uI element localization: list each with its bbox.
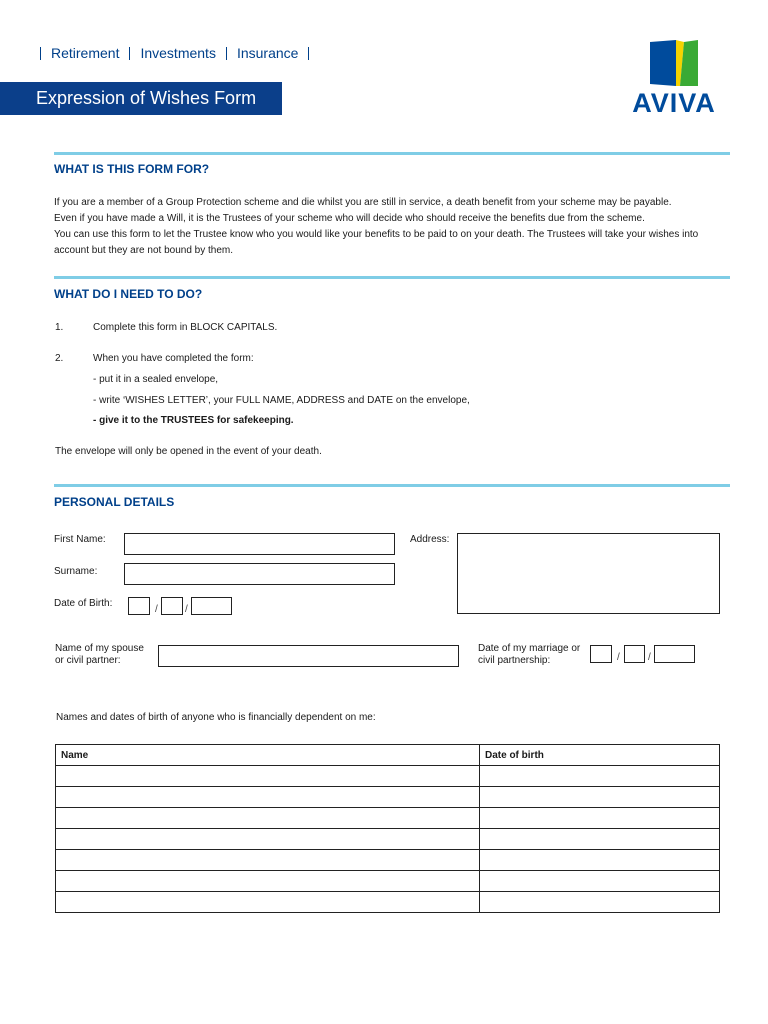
table-row — [56, 766, 720, 787]
column-header-name: Name — [56, 745, 480, 766]
envelope-note: The envelope will only be opened in the event of your death. — [55, 446, 322, 457]
dependant-dob-cell[interactable] — [480, 766, 720, 787]
marriage-date-label: Date of my marriage or — [478, 643, 581, 654]
step-text: Complete this form in BLOCK CAPITALS. — [93, 322, 278, 333]
dependant-name-cell[interactable] — [56, 850, 480, 871]
date-separator: / — [155, 604, 158, 615]
dependant-dob-cell[interactable] — [480, 892, 720, 913]
section-divider — [54, 276, 730, 279]
table-row — [56, 850, 720, 871]
marriage-year-field[interactable] — [654, 645, 695, 663]
section-heading-purpose: WHAT IS THIS FORM FOR? — [54, 162, 210, 176]
step-text: When you have completed the form: — [93, 353, 254, 364]
dependant-name-cell[interactable] — [56, 871, 480, 892]
section-divider — [54, 152, 730, 155]
nav-link-insurance[interactable]: Insurance — [236, 45, 299, 61]
step-bullet: - put it in a sealed envelope, — [93, 374, 219, 385]
purpose-line: You can use this form to let the Trustee know who you would like your benefits to be paid to on your death. The Trustees will take your wishes into — [54, 229, 699, 240]
table-row — [56, 808, 720, 829]
step-bullet: - write ‘WISHES LETTER’, your FULL NAME, ADDRESS and DATE on the envelope, — [93, 395, 470, 406]
date-separator: / — [617, 652, 620, 663]
dob-year-field[interactable] — [191, 597, 232, 615]
address-field[interactable] — [457, 533, 720, 614]
spouse-label: or civil partner: — [55, 655, 121, 666]
table-row — [56, 871, 720, 892]
purpose-line: If you are a member of a Group Protection scheme and die whilst you are still in service, a death benefit from your scheme may be payable. — [54, 197, 672, 208]
date-separator: / — [185, 604, 188, 615]
surname-label: Surname: — [54, 566, 98, 577]
dob-day-field[interactable] — [128, 597, 150, 615]
section-divider — [54, 484, 730, 487]
step-number: 1. — [55, 322, 64, 333]
purpose-line: Even if you have made a Will, it is the Trustees of your scheme who will decide who should receive the benefits due from the scheme. — [54, 213, 645, 224]
dependant-name-cell[interactable] — [56, 829, 480, 850]
dependant-name-cell[interactable] — [56, 892, 480, 913]
spouse-label: Name of my spouse — [55, 643, 144, 654]
marriage-date-label: civil partnership: — [478, 655, 551, 666]
surname-field[interactable] — [124, 563, 395, 585]
aviva-logo — [616, 40, 732, 118]
marriage-month-field[interactable] — [624, 645, 645, 663]
logo-wordmark: AVIVA — [632, 88, 716, 118]
dependant-dob-cell[interactable] — [480, 808, 720, 829]
dependant-name-cell[interactable] — [56, 787, 480, 808]
nav-link-investments[interactable]: Investments — [140, 45, 216, 61]
table-row — [56, 829, 720, 850]
top-nav — [40, 44, 309, 62]
address-label: Address: — [410, 534, 450, 545]
table-header-row — [56, 745, 720, 766]
marriage-day-field[interactable] — [590, 645, 612, 663]
section-heading-personal-details: PERSONAL DETAILS — [54, 495, 175, 509]
step-number: 2. — [55, 353, 64, 364]
first-name-label: First Name: — [54, 534, 106, 545]
nav-link-retirement[interactable]: Retirement — [51, 45, 120, 61]
dependant-dob-cell[interactable] — [480, 871, 720, 892]
date-separator: / — [648, 652, 651, 663]
aviva-flag-icon — [650, 40, 698, 86]
dependant-name-cell[interactable] — [56, 766, 480, 787]
dependants-table — [55, 744, 720, 913]
purpose-paragraph — [54, 195, 698, 259]
purpose-line: account but they are not bound by them. — [54, 245, 234, 256]
section-heading-instructions: WHAT DO I NEED TO DO? — [54, 287, 203, 301]
column-header-dob: Date of birth — [480, 745, 720, 766]
dependant-dob-cell[interactable] — [480, 787, 720, 808]
dob-label: Date of Birth: — [54, 598, 113, 609]
first-name-field[interactable] — [124, 533, 395, 555]
nav-separator — [308, 47, 309, 60]
step-bullet-emphasis: - give it to the TRUSTEES for safekeeping. — [93, 415, 294, 426]
dependants-intro: Names and dates of birth of anyone who is financially dependent on me: — [56, 712, 376, 723]
dob-month-field[interactable] — [161, 597, 183, 615]
dependant-dob-cell[interactable] — [480, 829, 720, 850]
table-row — [56, 787, 720, 808]
form-title: Expression of Wishes Form — [0, 82, 282, 115]
dependant-name-cell[interactable] — [56, 808, 480, 829]
dependant-dob-cell[interactable] — [480, 850, 720, 871]
spouse-name-field[interactable] — [158, 645, 459, 667]
table-row — [56, 892, 720, 913]
